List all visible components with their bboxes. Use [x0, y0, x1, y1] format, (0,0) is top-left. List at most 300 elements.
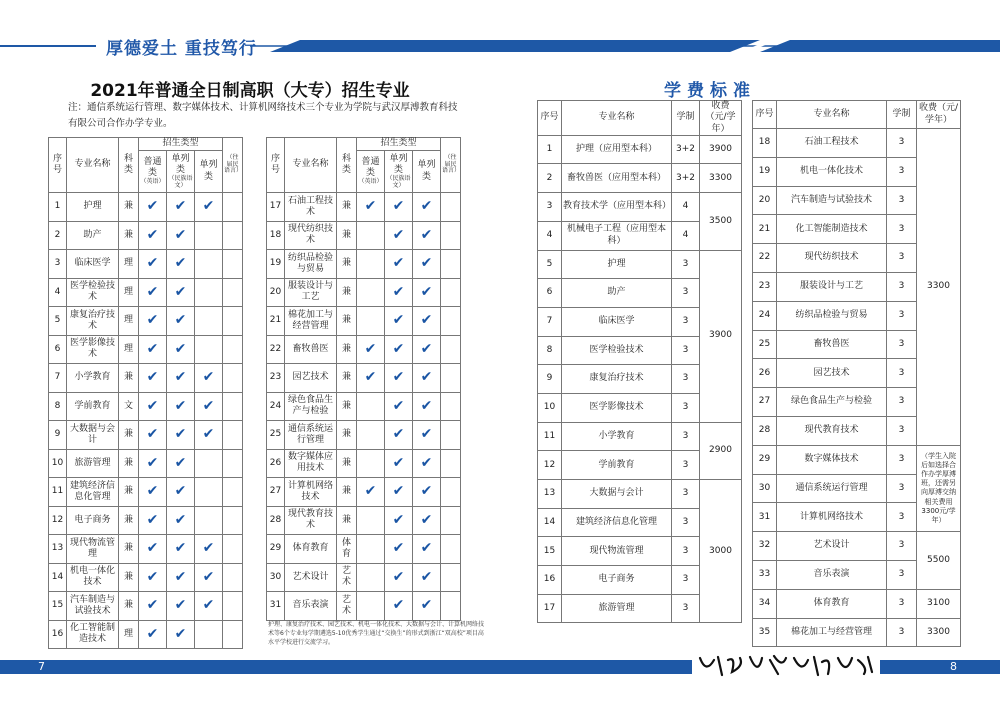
major-cell: 现代纺织技术 — [285, 221, 337, 250]
seq-cell: 29 — [267, 535, 285, 564]
seq-cell: 15 — [538, 537, 562, 566]
table-row — [49, 478, 243, 507]
separate-type-header — [167, 151, 195, 193]
type-cell — [139, 620, 167, 649]
seq-cell: 16 — [49, 620, 67, 649]
major-cell: 护理 — [562, 250, 672, 279]
major-cell: 康复治疗技术 — [67, 307, 119, 336]
page-number-right: 8 — [950, 660, 957, 673]
table-row — [753, 129, 961, 158]
seq-cell: 28 — [753, 416, 777, 445]
admission-table-2 — [266, 137, 461, 621]
header-row — [753, 101, 961, 129]
fee-header: 收费（元/学年） — [917, 101, 961, 129]
table-row — [267, 278, 461, 307]
type-cell — [139, 335, 167, 364]
seq-cell: 21 — [753, 215, 777, 244]
major-cell: 通信系统运行管理 — [777, 474, 887, 503]
type-cell — [385, 535, 413, 564]
table-row — [49, 193, 243, 222]
major-cell: 医学检验技术 — [562, 336, 672, 365]
page-number-left: 7 — [38, 660, 45, 673]
category-cell: 兼 — [337, 421, 357, 450]
category-cell: 理 — [119, 620, 139, 649]
type-cell — [413, 364, 441, 393]
table-row — [49, 364, 243, 393]
years-cell: 4 — [672, 193, 700, 222]
seq-cell: 10 — [49, 449, 67, 478]
tuition-table-2 — [752, 100, 961, 647]
category-cell: 兼 — [337, 335, 357, 364]
type-cell — [167, 592, 195, 621]
check-mark-icon: ✔ — [202, 426, 215, 442]
seq-cell: 35 — [753, 618, 777, 647]
major-cell: 艺术设计 — [285, 563, 337, 592]
years-cell: 3 — [887, 388, 917, 417]
table-row — [49, 506, 243, 535]
seq-cell: 23 — [753, 272, 777, 301]
seq-cell: 19 — [753, 157, 777, 186]
check-mark-icon: ✔ — [392, 312, 405, 328]
years-cell: 3+2 — [672, 135, 700, 164]
seq-cell: 26 — [267, 449, 285, 478]
major-cell: 汽车制造与试验技术 — [777, 186, 887, 215]
check-mark-icon: ✔ — [364, 369, 377, 385]
table-row — [49, 392, 243, 421]
type-cell — [385, 449, 413, 478]
years-cell: 3 — [887, 330, 917, 359]
table-row — [49, 335, 243, 364]
years-cell: 3 — [672, 336, 700, 365]
seq-cell: 14 — [538, 508, 562, 537]
seq-cell: 4 — [538, 221, 562, 250]
type-cell — [195, 193, 223, 222]
major-cell: 畜牧兽医 — [777, 330, 887, 359]
check-mark-icon: ✔ — [174, 511, 187, 528]
seq-cell: 30 — [753, 474, 777, 503]
empty-cell — [441, 592, 461, 621]
type-cell — [357, 193, 385, 222]
years-cell: 3 — [887, 532, 917, 561]
table-row — [49, 535, 243, 564]
type-cell — [385, 478, 413, 507]
fee-cell: 3300 — [917, 129, 961, 446]
type-cell — [385, 335, 413, 364]
category-cell: 兼 — [119, 449, 139, 478]
table-row — [267, 250, 461, 279]
major-cell: 纺织品检验与贸易 — [777, 301, 887, 330]
separate-type-header — [385, 151, 413, 193]
table-row — [267, 335, 461, 364]
type-cell — [357, 335, 385, 364]
seq-cell: 16 — [538, 566, 562, 595]
major-cell: 石油工程技术 — [285, 193, 337, 222]
years-cell: 3 — [672, 393, 700, 422]
major-cell: 绿色食品生产与检验 — [285, 392, 337, 421]
type-cell — [385, 364, 413, 393]
type-cell — [413, 250, 441, 279]
table-row — [267, 506, 461, 535]
type-cell — [195, 335, 223, 364]
check-mark-icon: ✔ — [146, 255, 159, 271]
years-cell: 3 — [887, 244, 917, 273]
years-cell: 3 — [887, 129, 917, 158]
category-cell: 兼 — [337, 392, 357, 421]
check-mark-icon: ✔ — [202, 369, 215, 385]
tuition-table — [752, 100, 961, 647]
check-mark-icon: ✔ — [174, 426, 187, 442]
seq-header: 序号 — [49, 138, 67, 193]
major-cell: 建筑经济信息化管理 — [67, 478, 119, 507]
major-cell: 体育教育 — [777, 589, 887, 618]
type-cell — [195, 250, 223, 279]
check-mark-icon: ✔ — [420, 426, 433, 442]
check-mark-icon: ✔ — [202, 597, 215, 613]
seq-cell: 4 — [49, 278, 67, 307]
years-cell: 3 — [887, 445, 917, 474]
fee-cell: 3300 — [700, 164, 742, 193]
table-row — [49, 421, 243, 450]
fee-cell: 2900 — [700, 422, 742, 479]
major-header: 专业名称 — [777, 101, 887, 129]
category-cell: 兼 — [119, 535, 139, 564]
type-cell — [167, 278, 195, 307]
type-cell — [413, 449, 441, 478]
major-cell: 汽车制造与试验技术 — [67, 592, 119, 621]
type-cell — [357, 250, 385, 279]
type-cell — [195, 478, 223, 507]
check-mark-icon: ✔ — [174, 198, 187, 214]
years-cell: 3 — [887, 157, 917, 186]
major-cell: 医学检验技术 — [67, 278, 119, 307]
seq-cell: 17 — [538, 594, 562, 623]
table-row — [49, 563, 243, 592]
type-cell — [167, 620, 195, 649]
seq-cell: 28 — [267, 506, 285, 535]
type-cell — [195, 278, 223, 307]
empty-cell — [223, 421, 243, 450]
seq-cell: 17 — [267, 193, 285, 222]
major-cell: 大数据与会计 — [67, 421, 119, 450]
type-cell — [413, 221, 441, 250]
category-cell: 兼 — [337, 506, 357, 535]
check-mark-icon: ✔ — [420, 397, 433, 414]
type-cell — [139, 449, 167, 478]
type-cell — [357, 592, 385, 621]
years-cell: 3 — [672, 537, 700, 566]
check-mark-icon: ✔ — [392, 426, 405, 442]
empty-cell — [441, 250, 461, 279]
type-cell — [139, 506, 167, 535]
type-cell — [167, 193, 195, 222]
years-cell: 3 — [672, 480, 700, 509]
table-row — [753, 618, 961, 647]
major-cell: 现代教育技术 — [285, 506, 337, 535]
empty-cell — [223, 307, 243, 336]
check-mark-icon: ✔ — [174, 283, 187, 300]
type-cell — [167, 392, 195, 421]
admission-table — [48, 137, 243, 649]
type-cell — [385, 193, 413, 222]
check-mark-icon: ✔ — [392, 283, 405, 300]
major-cell: 旅游管理 — [67, 449, 119, 478]
major-cell: 通信系统运行管理 — [285, 421, 337, 450]
major-cell: 现代教育技术 — [777, 416, 887, 445]
seq-cell: 24 — [753, 301, 777, 330]
seq-cell: 6 — [538, 279, 562, 308]
check-mark-icon: ✔ — [174, 369, 187, 385]
major-cell: 棉花加工与经营管理 — [777, 618, 887, 647]
seq-cell: 2 — [538, 164, 562, 193]
type-cell — [413, 478, 441, 507]
type-cell — [385, 506, 413, 535]
check-mark-icon: ✔ — [174, 226, 187, 243]
major-cell: 数字媒体应用技术 — [285, 449, 337, 478]
seq-cell: 26 — [753, 359, 777, 388]
general-type-header — [139, 151, 167, 193]
years-cell: 3 — [887, 416, 917, 445]
years-cell: 3 — [672, 422, 700, 451]
separate-type-sub: （民族语文） — [386, 175, 411, 189]
empty-cell — [441, 421, 461, 450]
type-cell — [195, 307, 223, 336]
fee-cell: 3900 — [700, 135, 742, 164]
type-cell — [195, 449, 223, 478]
check-mark-icon: ✔ — [174, 540, 187, 556]
seq-cell: 1 — [49, 193, 67, 222]
former-minority-header: （往届民语言） — [441, 138, 461, 193]
years-cell: 3 — [887, 186, 917, 215]
check-mark-icon: ✔ — [146, 568, 159, 585]
type-cell — [167, 221, 195, 250]
check-mark-icon: ✔ — [146, 483, 159, 499]
major-cell: 助产 — [67, 221, 119, 250]
years-cell: 3 — [672, 307, 700, 336]
seq-cell: 3 — [538, 193, 562, 222]
table-row — [538, 164, 742, 193]
table-row — [49, 307, 243, 336]
type-cell — [195, 535, 223, 564]
check-mark-icon: ✔ — [174, 454, 187, 471]
seq-cell: 12 — [49, 506, 67, 535]
major-cell: 小学教育 — [562, 422, 672, 451]
major-cell: 石油工程技术 — [777, 129, 887, 158]
table-row — [267, 449, 461, 478]
type-cell — [195, 620, 223, 649]
seq-cell: 25 — [753, 330, 777, 359]
check-mark-icon: ✔ — [420, 454, 433, 471]
years-cell: 3 — [672, 365, 700, 394]
major-cell: 康复治疗技术 — [562, 365, 672, 394]
header-row — [49, 138, 243, 151]
major-cell: 畜牧兽医（应用型本科） — [562, 164, 672, 193]
separate-type-2-header: 单列类 — [195, 151, 223, 193]
major-cell: 体育教育 — [285, 535, 337, 564]
type-cell — [357, 563, 385, 592]
major-cell: 机电一体化技术 — [777, 157, 887, 186]
empty-cell — [441, 506, 461, 535]
seq-cell: 8 — [49, 392, 67, 421]
years-cell: 3 — [672, 594, 700, 623]
seq-cell: 14 — [49, 563, 67, 592]
category-cell: 艺术 — [337, 592, 357, 621]
type-cell — [139, 250, 167, 279]
type-cell — [139, 364, 167, 393]
seq-cell: 18 — [267, 221, 285, 250]
type-cell — [357, 421, 385, 450]
major-cell: 纺织品检验与贸易 — [285, 250, 337, 279]
empty-cell — [441, 193, 461, 222]
type-cell — [413, 535, 441, 564]
empty-cell — [223, 563, 243, 592]
seq-cell: 34 — [753, 589, 777, 618]
general-type-sub: （英语） — [358, 178, 383, 186]
check-mark-icon: ✔ — [420, 283, 433, 300]
type-cell — [357, 364, 385, 393]
type-cell — [139, 221, 167, 250]
check-mark-icon: ✔ — [146, 511, 159, 528]
years-cell: 3 — [672, 566, 700, 595]
major-cell: 服装设计与工艺 — [777, 272, 887, 301]
signature-calligraphy-icon — [692, 652, 880, 680]
seq-header: 序号 — [267, 138, 285, 193]
major-header: 专业名称 — [67, 138, 119, 193]
seq-cell: 20 — [753, 186, 777, 215]
years-cell: 3 — [672, 508, 700, 537]
fee-cell: 3300 — [917, 618, 961, 647]
seq-cell: 13 — [538, 480, 562, 509]
category-cell: 理 — [119, 250, 139, 279]
table-row — [538, 193, 742, 222]
major-cell: 助产 — [562, 279, 672, 308]
major-cell: 园艺技术 — [777, 359, 887, 388]
check-mark-icon: ✔ — [392, 511, 405, 528]
fee-cell: 3000 — [700, 480, 742, 623]
type-cell — [167, 250, 195, 279]
check-mark-icon: ✔ — [420, 540, 433, 556]
table-row — [267, 364, 461, 393]
type-cell — [413, 421, 441, 450]
type-cell — [167, 535, 195, 564]
seq-cell: 11 — [49, 478, 67, 507]
check-mark-icon: ✔ — [174, 397, 187, 414]
check-mark-icon: ✔ — [174, 568, 187, 585]
check-mark-icon: ✔ — [202, 397, 215, 414]
seq-header: 序号 — [753, 101, 777, 129]
type-cell — [413, 592, 441, 621]
category-cell: 文 — [119, 392, 139, 421]
major-cell: 化工智能制造技术 — [67, 620, 119, 649]
admission-table-1 — [48, 137, 243, 649]
table-row — [753, 532, 961, 561]
check-mark-icon: ✔ — [392, 540, 405, 556]
type-cell — [357, 449, 385, 478]
check-mark-icon: ✔ — [146, 340, 159, 357]
type-cell — [167, 478, 195, 507]
check-mark-icon: ✔ — [174, 625, 187, 642]
check-mark-icon: ✔ — [174, 483, 187, 499]
years-header: 学制 — [672, 101, 700, 136]
empty-cell — [441, 535, 461, 564]
seq-cell: 29 — [753, 445, 777, 474]
type-cell — [139, 535, 167, 564]
partner-note: 注：通信系统运行管理、数字媒体技术、计算机网络技术三个专业为学院与武汉厚溥教育科技有限公司合作办学专业。 — [68, 102, 458, 129]
major-cell: 畜牧兽医 — [285, 335, 337, 364]
seq-cell: 19 — [267, 250, 285, 279]
major-cell: 数字媒体技术 — [777, 445, 887, 474]
major-cell: 旅游管理 — [562, 594, 672, 623]
seq-cell: 3 — [49, 250, 67, 279]
seq-cell: 20 — [267, 278, 285, 307]
table-row — [267, 592, 461, 621]
check-mark-icon: ✔ — [420, 568, 433, 585]
seq-cell: 7 — [49, 364, 67, 393]
category-header: 科类 — [119, 138, 139, 193]
major-cell: 护理（应用型本科） — [562, 135, 672, 164]
type-cell — [167, 421, 195, 450]
check-mark-icon: ✔ — [174, 597, 187, 613]
years-cell: 4 — [672, 221, 700, 250]
type-cell — [139, 193, 167, 222]
table-row — [267, 478, 461, 507]
empty-cell — [223, 250, 243, 279]
empty-cell — [223, 620, 243, 649]
major-cell: 护理 — [67, 193, 119, 222]
table-row — [538, 480, 742, 509]
category-cell: 兼 — [337, 449, 357, 478]
major-cell: 临床医学 — [67, 250, 119, 279]
check-mark-icon: ✔ — [146, 597, 159, 613]
check-mark-icon: ✔ — [420, 369, 433, 385]
category-cell: 兼 — [119, 506, 139, 535]
table-row — [538, 422, 742, 451]
check-mark-icon: ✔ — [392, 255, 405, 271]
type-cell — [413, 193, 441, 222]
check-mark-icon: ✔ — [420, 226, 433, 243]
empty-cell — [223, 592, 243, 621]
type-cell — [195, 221, 223, 250]
seq-cell: 27 — [753, 388, 777, 417]
table-row — [267, 392, 461, 421]
type-cell — [413, 506, 441, 535]
check-mark-icon: ✔ — [146, 625, 159, 642]
empty-cell — [223, 335, 243, 364]
fee-cell: 3900 — [700, 250, 742, 422]
category-cell: 兼 — [337, 250, 357, 279]
check-mark-icon: ✔ — [420, 511, 433, 528]
seq-cell: 12 — [538, 451, 562, 480]
type-cell — [357, 221, 385, 250]
former-minority-header: （往届民语言） — [223, 138, 243, 193]
major-cell: 绿色食品生产与检验 — [777, 388, 887, 417]
type-cell — [195, 506, 223, 535]
check-mark-icon: ✔ — [392, 568, 405, 585]
major-cell: 艺术设计 — [777, 532, 887, 561]
check-mark-icon: ✔ — [146, 369, 159, 385]
table-row — [267, 535, 461, 564]
check-mark-icon: ✔ — [392, 369, 405, 385]
major-cell: 化工智能制造技术 — [777, 215, 887, 244]
major-cell: 电子商务 — [562, 566, 672, 595]
type-cell — [139, 592, 167, 621]
category-cell: 兼 — [337, 193, 357, 222]
type-cell — [167, 364, 195, 393]
major-cell: 现代纺织技术 — [777, 244, 887, 273]
check-mark-icon: ✔ — [146, 198, 159, 214]
general-type-header — [357, 151, 385, 193]
seq-cell: 15 — [49, 592, 67, 621]
category-cell: 艺术 — [337, 563, 357, 592]
